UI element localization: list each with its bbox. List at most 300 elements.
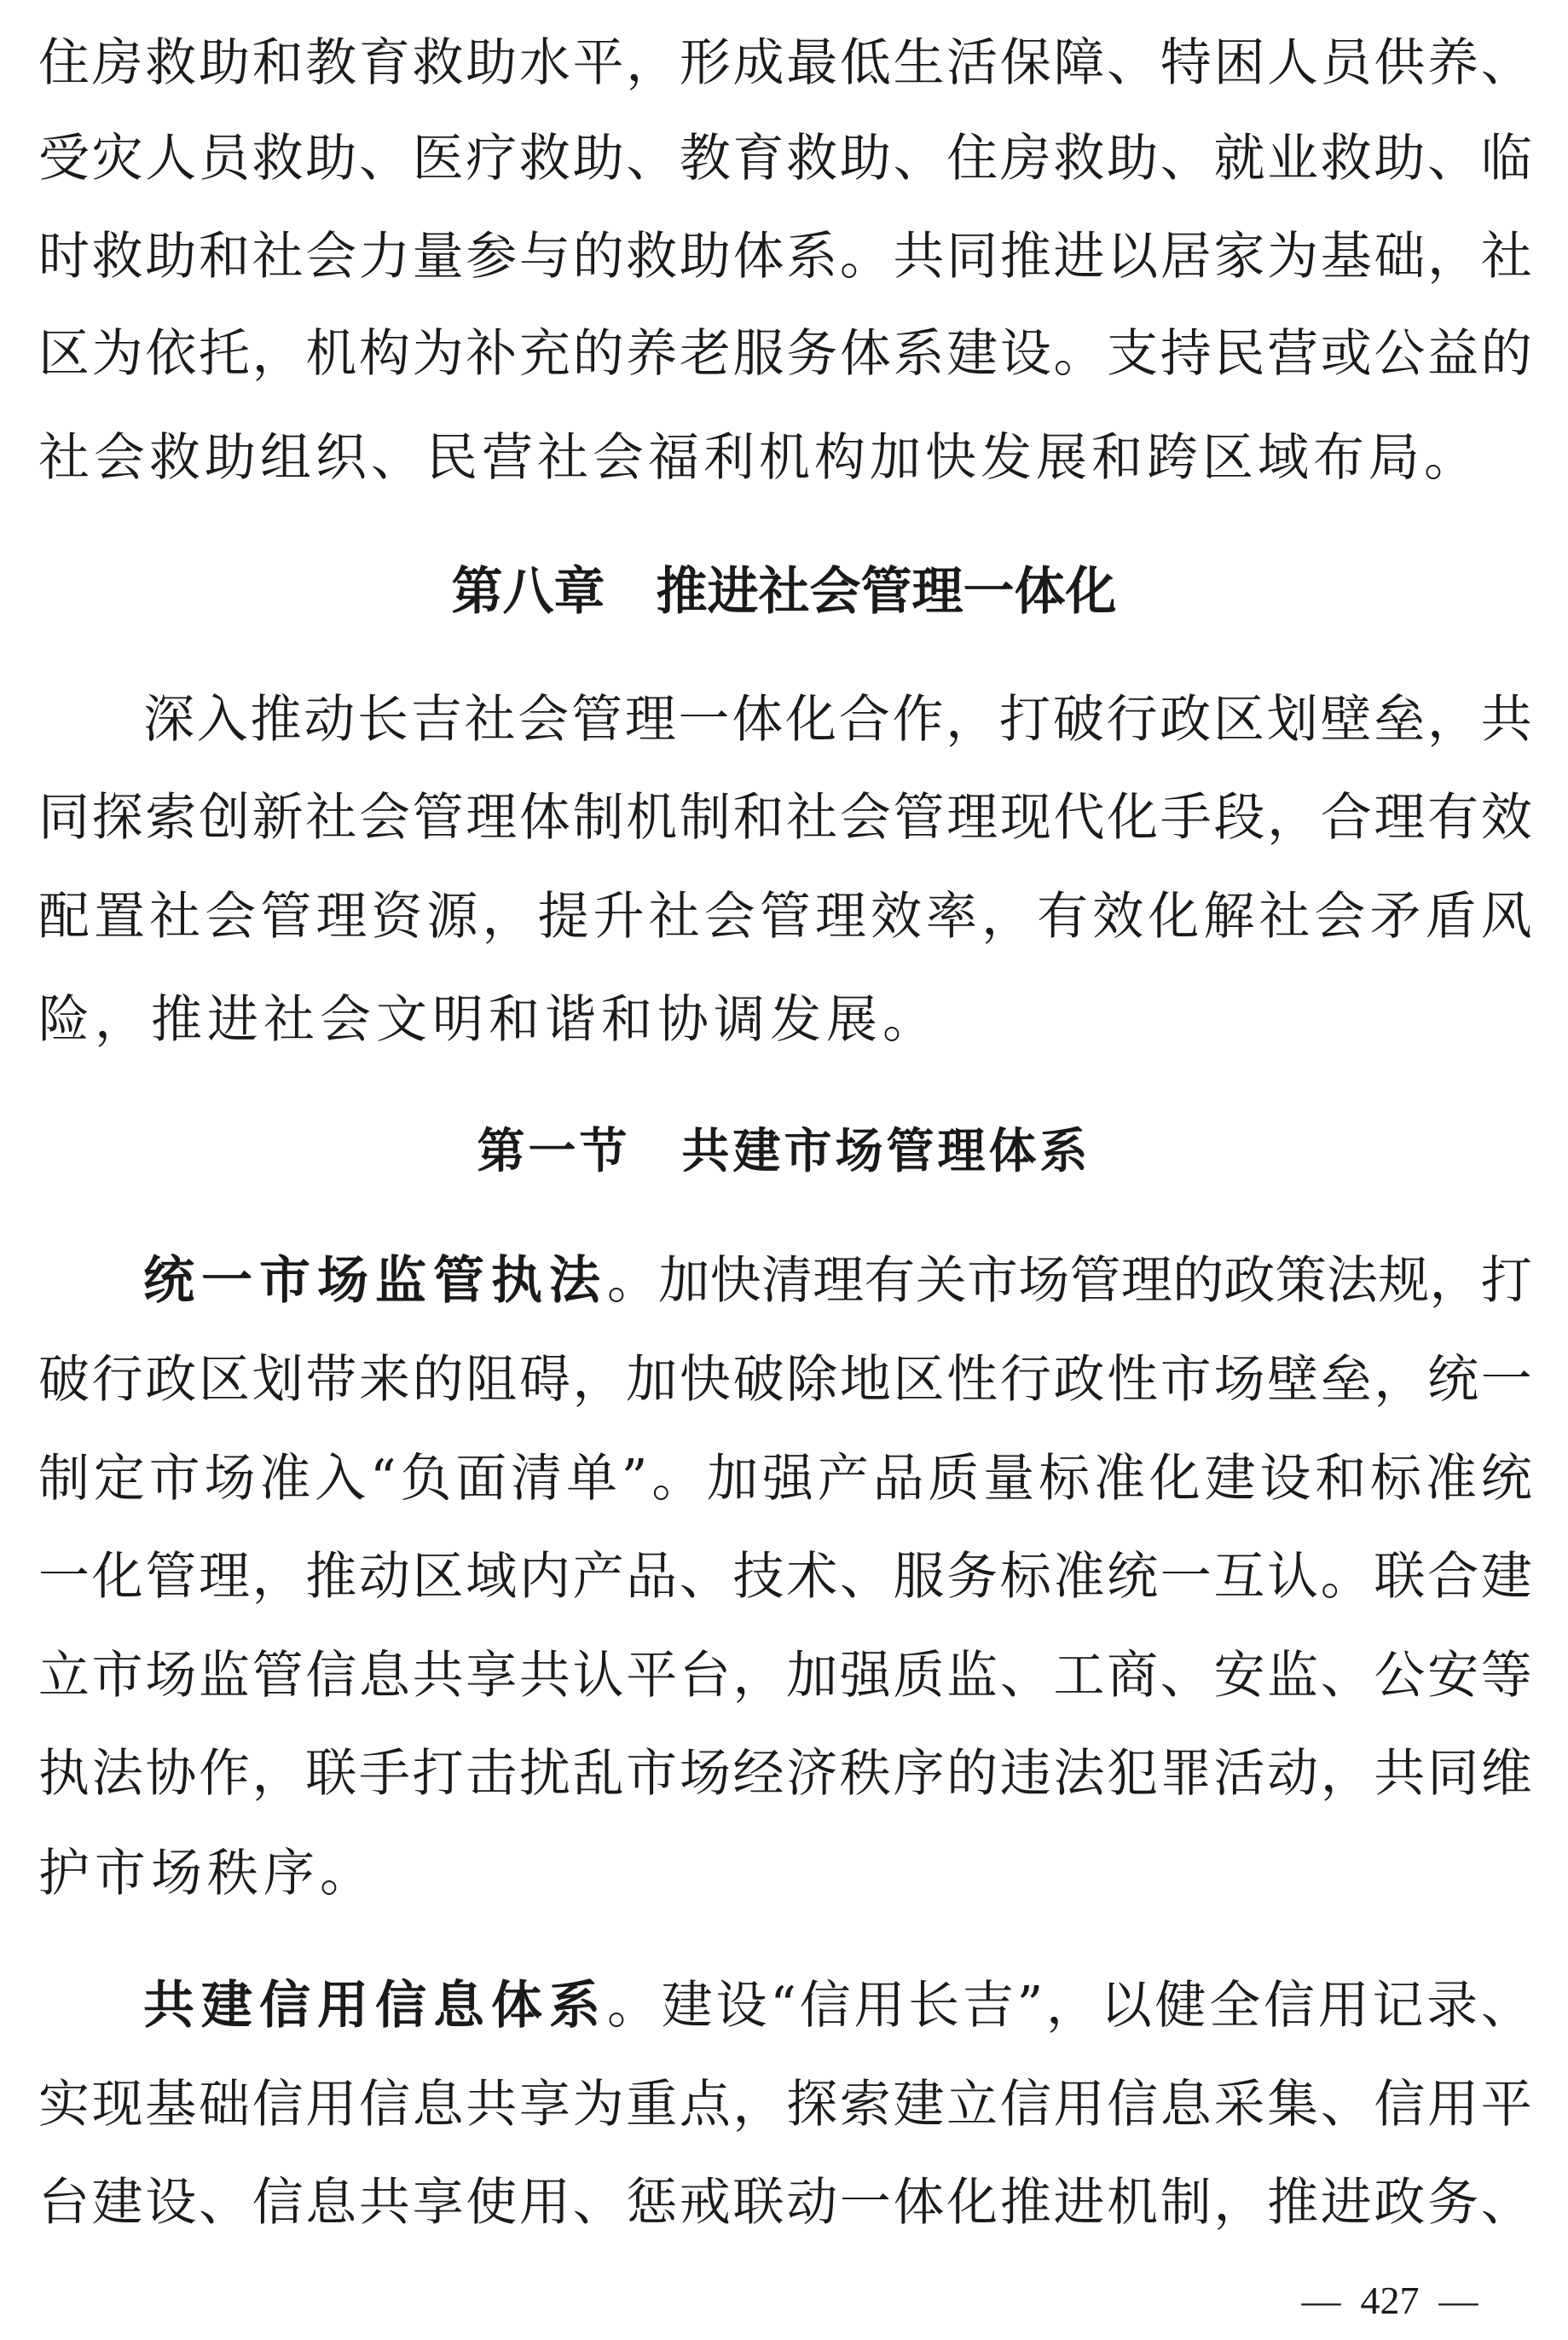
text-char: 场 bbox=[1213, 1350, 1265, 1410]
text-char: 用 bbox=[1427, 2075, 1479, 2134]
text-char: 市 bbox=[148, 1449, 200, 1509]
text-char: 源 bbox=[426, 887, 478, 947]
text-char: 建 bbox=[946, 324, 998, 384]
text-char: 犯 bbox=[1107, 1744, 1159, 1804]
text-char: ， bbox=[1374, 1350, 1426, 1410]
text-char: 设 bbox=[145, 2173, 197, 2233]
text-char: 有 bbox=[864, 1251, 916, 1311]
text-char: 社 bbox=[648, 887, 700, 947]
text-char: 行 bbox=[91, 1350, 143, 1410]
text-char: 制 bbox=[1160, 2173, 1212, 2233]
body-line: 险，推进社会文明和谐和协调发展。 bbox=[38, 990, 939, 1050]
text-char: 现 bbox=[999, 788, 1051, 848]
text-char: 一 bbox=[678, 690, 730, 750]
text-char: 公 bbox=[1374, 1646, 1426, 1706]
text-char: 的 bbox=[412, 1350, 464, 1410]
text-char: 联 bbox=[305, 1744, 357, 1804]
text-char: 产 bbox=[817, 1449, 869, 1509]
text-char: 戒 bbox=[679, 2173, 731, 2233]
text-char: 、 bbox=[1480, 33, 1532, 93]
body-line bbox=[143, 670, 1532, 769]
text-char: 救 bbox=[786, 129, 838, 188]
text-char: 政 bbox=[145, 1350, 197, 1410]
text-char: 制 bbox=[679, 788, 731, 848]
text-char: 现 bbox=[91, 2075, 143, 2134]
body-line bbox=[143, 1231, 1532, 1330]
text-char: 手 bbox=[358, 1744, 410, 1804]
text-char: 同 bbox=[1427, 1744, 1479, 1804]
text-char: 和 bbox=[198, 227, 250, 287]
text-char: 用 bbox=[1053, 2075, 1105, 2134]
text-char: 市 bbox=[966, 1251, 1018, 1311]
text-char: 品 bbox=[872, 1449, 924, 1509]
text-char: 的 bbox=[946, 1744, 998, 1804]
text-char: 场 bbox=[1018, 1251, 1070, 1311]
text-char: 会 bbox=[358, 788, 410, 848]
text-char: 水 bbox=[518, 33, 570, 93]
text-char: 信 bbox=[305, 1646, 357, 1706]
text-char: 实 bbox=[38, 2075, 90, 2134]
text-char: 区 bbox=[412, 1547, 464, 1607]
text-char: 准 bbox=[1053, 1547, 1105, 1607]
text-char: 一 bbox=[839, 2173, 891, 2233]
text-char: 来 bbox=[358, 1350, 410, 1410]
text-char: 服 bbox=[732, 324, 784, 384]
text-char: 、 bbox=[679, 1547, 731, 1607]
text-char: 活 bbox=[946, 33, 998, 93]
text-char: 标 bbox=[1039, 1449, 1091, 1509]
text-char: 准 bbox=[259, 1449, 311, 1509]
text-char: 代 bbox=[1053, 788, 1105, 848]
text-char: 人 bbox=[1267, 33, 1319, 93]
text-char: 置 bbox=[94, 887, 146, 947]
text-char: 助 bbox=[1107, 129, 1159, 188]
text-char: ， bbox=[1213, 2173, 1265, 2233]
text-char: 作 bbox=[198, 1744, 250, 1804]
text-char: 体 bbox=[732, 690, 784, 750]
text-char: 管 bbox=[260, 887, 312, 947]
text-char: 和 bbox=[732, 788, 784, 848]
text-char: 立 bbox=[38, 1646, 90, 1706]
text-char: 理 bbox=[198, 1547, 250, 1607]
text-char: 清 bbox=[761, 1251, 813, 1311]
text-char: 进 bbox=[1320, 2173, 1372, 2233]
text-char: 享 bbox=[518, 2075, 570, 2134]
text-char: 用 bbox=[1317, 1976, 1369, 2036]
text-char: 监 bbox=[1267, 1646, 1319, 1706]
text-char: 打 bbox=[999, 690, 1050, 750]
text-char: 基 bbox=[1320, 227, 1372, 287]
text-char: 社 bbox=[252, 227, 304, 287]
text-char: 全 bbox=[1209, 1976, 1261, 2036]
text-char: 补 bbox=[466, 324, 518, 384]
text-char: 和 bbox=[252, 33, 304, 93]
text-char: 疗 bbox=[466, 129, 518, 188]
text-char: 社 bbox=[305, 788, 357, 848]
text-char: 础 bbox=[198, 2075, 250, 2134]
text-char: 会 bbox=[1314, 887, 1366, 947]
text-char: 以 bbox=[1107, 227, 1159, 287]
text-char: 养 bbox=[626, 324, 678, 384]
text-char: 。 bbox=[607, 1251, 658, 1311]
text-char: 建 bbox=[661, 1976, 713, 2036]
text-char: 理 bbox=[814, 887, 866, 947]
text-char: 记 bbox=[1372, 1976, 1424, 2036]
text-char: 共 bbox=[1374, 1744, 1426, 1804]
text-char: 质 bbox=[893, 1646, 945, 1706]
text-char: 特 bbox=[1160, 33, 1212, 93]
text-char: 助 bbox=[145, 227, 197, 287]
text-char: 量 bbox=[983, 1449, 1035, 1509]
text-char: 带 bbox=[305, 1350, 357, 1410]
text-char: 吉 bbox=[410, 690, 462, 750]
text-char: ， bbox=[1429, 1251, 1481, 1311]
text-char: 公 bbox=[1374, 324, 1426, 384]
text-char: 推 bbox=[999, 227, 1051, 287]
text-char: ， bbox=[1267, 788, 1319, 848]
text-char: 罪 bbox=[1160, 1744, 1212, 1804]
text-char: 社 bbox=[786, 788, 838, 848]
text-char: 协 bbox=[145, 1744, 197, 1804]
text-char: 助 bbox=[1374, 129, 1426, 188]
text-char: 、 bbox=[1160, 129, 1212, 188]
text-char: 营 bbox=[1267, 324, 1319, 384]
text-char: 关 bbox=[915, 1251, 967, 1311]
text-char: 率 bbox=[926, 887, 977, 947]
text-char: 建 bbox=[893, 2075, 945, 2134]
text-char: 房 bbox=[999, 129, 1051, 188]
text-char: 的 bbox=[1480, 324, 1532, 384]
text-char: 工 bbox=[1053, 1646, 1105, 1706]
text-char: 最 bbox=[786, 33, 838, 93]
text-char: 场 bbox=[145, 1646, 197, 1706]
text-char: 理 bbox=[624, 690, 676, 750]
text-char: 市 bbox=[1160, 1350, 1212, 1410]
text-char: 解 bbox=[1203, 887, 1255, 947]
text-char: 长 bbox=[908, 1976, 960, 2036]
text-char: 政 bbox=[1053, 1350, 1105, 1410]
section-title: 第一节 共建市场管理体系 bbox=[477, 1123, 1091, 1179]
text-char: 台 bbox=[38, 2173, 90, 2233]
text-char: 一 bbox=[38, 1547, 90, 1607]
paragraph-lead: 共建信用信息体系 bbox=[143, 1976, 607, 2036]
text-char: 品 bbox=[626, 1547, 678, 1607]
text-char: 救 bbox=[91, 227, 143, 287]
text-char: 监 bbox=[198, 1646, 250, 1706]
text-char: 强 bbox=[839, 1646, 891, 1706]
text-char: 等 bbox=[1480, 1646, 1532, 1706]
text-char: 救 bbox=[1320, 129, 1372, 188]
body-line bbox=[38, 1527, 1532, 1626]
text-char: 、 bbox=[572, 2173, 624, 2233]
text-char: 推 bbox=[250, 690, 302, 750]
text-char: 联 bbox=[1374, 1547, 1426, 1607]
text-char: 、 bbox=[999, 1646, 1051, 1706]
text-char: 用 bbox=[305, 2075, 357, 2134]
text-char: 为 bbox=[1267, 227, 1319, 287]
text-char: 医 bbox=[412, 129, 464, 188]
text-char: 育 bbox=[732, 129, 784, 188]
text-char: 、 bbox=[1107, 33, 1159, 93]
text-char: 、 bbox=[1320, 2075, 1372, 2134]
body-line bbox=[38, 2153, 1532, 2252]
text-char: 化 bbox=[91, 1547, 143, 1607]
text-char: 共 bbox=[893, 227, 945, 287]
text-char: 。 bbox=[839, 227, 891, 287]
text-char: 安 bbox=[1427, 1646, 1479, 1706]
text-char: 机 bbox=[626, 788, 678, 848]
body-line: 护市场秩序。 bbox=[38, 1844, 376, 1903]
text-char: 务 bbox=[786, 324, 838, 384]
chapter-title: 第八章 推进社会管理一体化 bbox=[451, 562, 1117, 622]
text-char: 扰 bbox=[518, 1744, 570, 1804]
text-char: 统 bbox=[1427, 1350, 1479, 1410]
text-char: 击 bbox=[466, 1744, 518, 1804]
text-char: 业 bbox=[1267, 129, 1319, 188]
text-char: 。 bbox=[651, 1449, 703, 1509]
body-line bbox=[38, 1330, 1532, 1429]
text-char: 深 bbox=[143, 690, 194, 750]
text-char: 、 bbox=[198, 2173, 250, 2233]
text-char: 索 bbox=[839, 2075, 891, 2134]
text-char: 健 bbox=[1154, 1976, 1206, 2036]
text-char: 产 bbox=[572, 1547, 624, 1607]
text-char: 量 bbox=[412, 227, 464, 287]
text-char: 区 bbox=[38, 324, 90, 384]
text-char: 员 bbox=[198, 129, 250, 188]
text-char: 台 bbox=[679, 1646, 731, 1706]
text-char: 推 bbox=[305, 1547, 357, 1607]
text-char: 破 bbox=[732, 1350, 784, 1410]
body-line bbox=[143, 1956, 1532, 2055]
text-char: 垒 bbox=[1320, 1350, 1372, 1410]
text-char: 壁 bbox=[1267, 1350, 1319, 1410]
body-line bbox=[38, 1626, 1532, 1725]
text-char: 动 bbox=[786, 2173, 838, 2233]
text-char: 会 bbox=[205, 887, 257, 947]
text-char: 建 bbox=[1204, 1449, 1256, 1509]
text-char: 效 bbox=[1480, 788, 1532, 848]
text-char: 助 bbox=[572, 129, 624, 188]
body-line-rest bbox=[607, 1231, 1532, 1330]
text-char: 化 bbox=[785, 690, 836, 750]
text-char: 就 bbox=[1213, 129, 1265, 188]
text-char: 会 bbox=[518, 690, 570, 750]
text-char: 准 bbox=[1093, 1449, 1145, 1509]
body-line bbox=[38, 1724, 1532, 1823]
text-char: 用 bbox=[853, 1976, 906, 2036]
text-char: 区 bbox=[893, 1350, 945, 1410]
text-char: 理 bbox=[466, 788, 518, 848]
text-char: “ bbox=[770, 1976, 796, 2036]
text-char: 推 bbox=[999, 2173, 1051, 2233]
text-char: 管 bbox=[252, 1646, 304, 1706]
text-char: 持 bbox=[1160, 324, 1212, 384]
text-char: 作 bbox=[892, 690, 944, 750]
text-char: 一 bbox=[1480, 1350, 1532, 1410]
text-char: 索 bbox=[145, 788, 197, 848]
text-char: ， bbox=[252, 1547, 304, 1607]
text-char: 秩 bbox=[839, 1744, 891, 1804]
text-char: 强 bbox=[761, 1449, 813, 1509]
text-char: 入 bbox=[315, 1449, 367, 1509]
text-char: 、 bbox=[1320, 1646, 1372, 1706]
text-char: ， bbox=[1045, 1976, 1097, 2036]
text-char: 法 bbox=[91, 1744, 143, 1804]
text-char: 性 bbox=[1107, 1350, 1159, 1410]
text-char: 资 bbox=[371, 887, 423, 947]
text-char: 点 bbox=[679, 2075, 731, 2134]
text-char: 灾 bbox=[91, 129, 143, 188]
text-char: 破 bbox=[1052, 690, 1104, 750]
text-char: 认 bbox=[572, 1646, 624, 1706]
text-char: 性 bbox=[946, 1350, 998, 1410]
text-char: 设 bbox=[999, 324, 1051, 384]
text-char: 设 bbox=[1259, 1449, 1311, 1509]
text-char: 序 bbox=[893, 1744, 945, 1804]
text-char: 统 bbox=[1107, 1547, 1159, 1607]
text-char: 长 bbox=[357, 690, 408, 750]
text-char: 行 bbox=[1106, 690, 1158, 750]
text-char: 救 bbox=[1053, 129, 1105, 188]
text-char: 与 bbox=[518, 227, 570, 287]
text-char: 破 bbox=[38, 1350, 90, 1410]
text-char: 社 bbox=[1258, 887, 1311, 947]
text-char: 、 bbox=[358, 129, 410, 188]
text-char: 理 bbox=[1374, 788, 1426, 848]
text-char: ， bbox=[1320, 1744, 1372, 1804]
text-char: 吉 bbox=[962, 1976, 1014, 2036]
text-char: 平 bbox=[1480, 2075, 1532, 2134]
text-char: 地 bbox=[839, 1350, 891, 1410]
text-char: 会 bbox=[839, 788, 891, 848]
text-char: 构 bbox=[358, 324, 410, 384]
body-line bbox=[38, 768, 1532, 867]
text-char: 除 bbox=[786, 1350, 838, 1410]
text-char: 共 bbox=[412, 1646, 464, 1706]
text-char: 盾 bbox=[1425, 887, 1477, 947]
body-line bbox=[38, 1429, 1532, 1528]
text-char: 维 bbox=[1480, 1744, 1532, 1804]
text-char: 立 bbox=[946, 2075, 998, 2134]
text-char: 加 bbox=[707, 1449, 759, 1509]
text-char: 理 bbox=[315, 887, 367, 947]
text-char: 助 bbox=[198, 33, 250, 93]
text-char: 理 bbox=[813, 1251, 865, 1311]
text-char: 加 bbox=[658, 1251, 710, 1311]
text-char: 制 bbox=[38, 1449, 90, 1509]
text-char: 养 bbox=[1427, 33, 1479, 93]
text-char: 采 bbox=[1213, 2075, 1265, 2134]
text-char: 录 bbox=[1426, 1976, 1478, 2036]
text-char: 信 bbox=[1107, 2075, 1159, 2134]
text-char: 准 bbox=[1425, 1449, 1477, 1509]
text-char: 场 bbox=[679, 1744, 731, 1804]
text-char: 、 bbox=[1480, 2173, 1532, 2233]
text-char: 化 bbox=[1148, 887, 1200, 947]
text-char: 单 bbox=[565, 1449, 617, 1509]
text-char: 救 bbox=[252, 129, 304, 188]
text-char: 统 bbox=[1480, 1449, 1532, 1509]
text-char: 合 bbox=[1427, 1547, 1479, 1607]
text-char: 时 bbox=[38, 227, 90, 287]
text-char: 助 bbox=[466, 33, 518, 93]
text-char: 效 bbox=[1092, 887, 1144, 947]
text-char: 入 bbox=[196, 690, 248, 750]
text-char: 划 bbox=[252, 1350, 304, 1410]
text-char: 托 bbox=[198, 324, 250, 384]
text-char: 生 bbox=[893, 33, 945, 93]
text-char: ， bbox=[981, 887, 1033, 947]
body-line bbox=[38, 207, 1532, 306]
text-char: 化 bbox=[946, 2173, 998, 2233]
text-char: 理 bbox=[946, 788, 998, 848]
text-char: 务 bbox=[946, 1547, 998, 1607]
text-char: 。 bbox=[1320, 1547, 1372, 1607]
text-char: 民 bbox=[1213, 324, 1265, 384]
text-char: 商 bbox=[1107, 1646, 1159, 1706]
text-char: 认 bbox=[1267, 1547, 1319, 1607]
text-char: 充 bbox=[518, 324, 570, 384]
text-char: 经 bbox=[732, 1744, 784, 1804]
text-char: 、 bbox=[1160, 1646, 1212, 1706]
text-char: 共 bbox=[1480, 690, 1532, 750]
text-char: 快 bbox=[679, 1350, 731, 1410]
text-char: 负 bbox=[400, 1449, 452, 1509]
text-char: ， bbox=[732, 2075, 784, 2134]
text-char: 以 bbox=[1100, 1976, 1152, 2036]
text-char: 建 bbox=[1480, 1547, 1532, 1607]
body-line-rest bbox=[607, 1956, 1532, 2055]
text-char: 同 bbox=[38, 788, 90, 848]
text-char: 法 bbox=[1053, 1744, 1105, 1804]
text-char: 成 bbox=[732, 33, 784, 93]
text-char: 益 bbox=[1427, 324, 1479, 384]
text-char: 体 bbox=[839, 324, 891, 384]
text-char: 有 bbox=[1037, 887, 1089, 947]
text-char: 老 bbox=[679, 324, 731, 384]
text-char: 低 bbox=[839, 33, 891, 93]
text-char: 推 bbox=[1267, 2173, 1319, 2233]
text-char: 人 bbox=[145, 129, 197, 188]
text-char: 享 bbox=[466, 1646, 518, 1706]
text-char: 育 bbox=[358, 33, 410, 93]
text-char: 化 bbox=[1107, 788, 1159, 848]
text-char: 用 bbox=[518, 2173, 570, 2233]
text-char: 和 bbox=[1315, 1449, 1367, 1509]
text-char: 市 bbox=[626, 1744, 678, 1804]
text-char: 共 bbox=[466, 2075, 518, 2134]
text-char: 风 bbox=[1480, 887, 1532, 947]
text-char: 信 bbox=[252, 2173, 304, 2233]
text-char: 进 bbox=[1053, 2173, 1105, 2233]
text-char: 支 bbox=[1107, 324, 1159, 384]
text-char: ” bbox=[621, 1449, 648, 1509]
text-char: 探 bbox=[91, 788, 143, 848]
text-char: 安 bbox=[1213, 1646, 1265, 1706]
text-char: 技 bbox=[732, 1547, 784, 1607]
text-char: 平 bbox=[626, 1646, 678, 1706]
text-char: 升 bbox=[593, 887, 645, 947]
text-char: 共 bbox=[518, 1646, 570, 1706]
text-char: 场 bbox=[204, 1449, 256, 1509]
text-char: 管 bbox=[145, 1547, 197, 1607]
text-char: 合 bbox=[838, 690, 890, 750]
text-char: 平 bbox=[572, 33, 624, 93]
text-char: 违 bbox=[999, 1744, 1051, 1804]
text-char: 质 bbox=[928, 1449, 980, 1509]
text-char: 社 bbox=[464, 690, 516, 750]
